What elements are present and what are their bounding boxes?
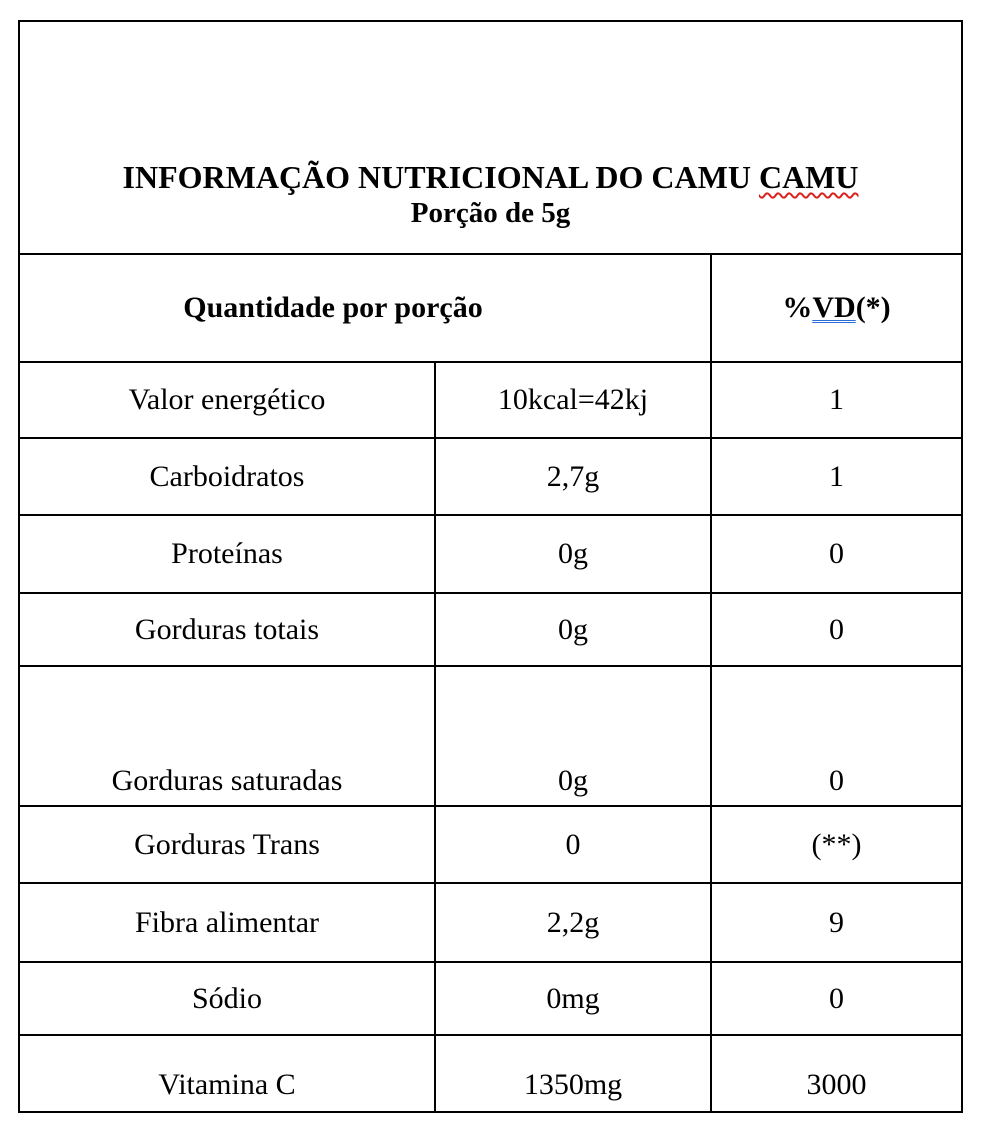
nutrient-cell: Sódio <box>19 962 435 1035</box>
nutrient-cell: Valor energético <box>19 362 435 438</box>
amount-cell: 0g <box>435 515 711 593</box>
table-subtitle: Porção de 5g <box>410 197 571 230</box>
table-row <box>19 666 962 806</box>
header-quantity <box>19 254 711 362</box>
vd-cell: 0 <box>711 515 962 593</box>
table-row <box>19 515 962 593</box>
amount-cell: 1350mg <box>435 1035 711 1112</box>
header-vd-prefix: % <box>782 291 813 324</box>
vd-cell: 1 <box>711 438 962 515</box>
nutrient-cell: Gorduras saturadas <box>19 666 435 806</box>
vd-cell: 0 <box>711 666 962 806</box>
table-row <box>19 438 962 515</box>
amount-cell: 0g <box>435 666 711 806</box>
amount-cell: 0 <box>435 806 711 883</box>
nutrient-cell: Gorduras Trans <box>19 806 435 883</box>
nutrient-cell: Vitamina C <box>19 1035 435 1112</box>
vd-cell: 0 <box>711 593 962 666</box>
table-row <box>19 1035 962 1112</box>
header-vd <box>711 254 962 362</box>
header-vd-suffix: (*) <box>855 291 891 324</box>
nutrient-cell: Carboidratos <box>19 438 435 515</box>
vd-cell: 1 <box>711 362 962 438</box>
nutrient-cell: Proteínas <box>19 515 435 593</box>
table-row <box>19 883 962 962</box>
vd-cell: 3000 <box>711 1035 962 1112</box>
amount-cell: 2,7g <box>435 438 711 515</box>
header-quantity-text: Quantidade por porção <box>183 291 483 324</box>
table-row <box>19 962 962 1035</box>
table-row <box>19 362 962 438</box>
amount-cell: 0g <box>435 593 711 666</box>
header-vd-abbrev: VD <box>812 291 856 324</box>
table-row <box>19 593 962 666</box>
amount-cell: 2,2g <box>435 883 711 962</box>
table-title-flagged-word: CAMU <box>758 158 859 195</box>
vd-cell: 9 <box>711 883 962 962</box>
nutrition-table <box>18 20 963 1113</box>
nutrient-cell: Gorduras totais <box>19 593 435 666</box>
amount-cell: 10kcal=42kj <box>435 362 711 438</box>
nutrient-cell: Fibra alimentar <box>19 883 435 962</box>
title-row <box>19 21 962 254</box>
vd-cell: (**) <box>711 806 962 883</box>
table-title-text: INFORMAÇÃO NUTRICIONAL DO CAMU <box>122 158 759 195</box>
table-row <box>19 806 962 883</box>
table-title <box>20 158 961 196</box>
title-cell <box>19 21 962 254</box>
header-row <box>19 254 962 362</box>
vd-cell: 0 <box>711 962 962 1035</box>
amount-cell: 0mg <box>435 962 711 1035</box>
